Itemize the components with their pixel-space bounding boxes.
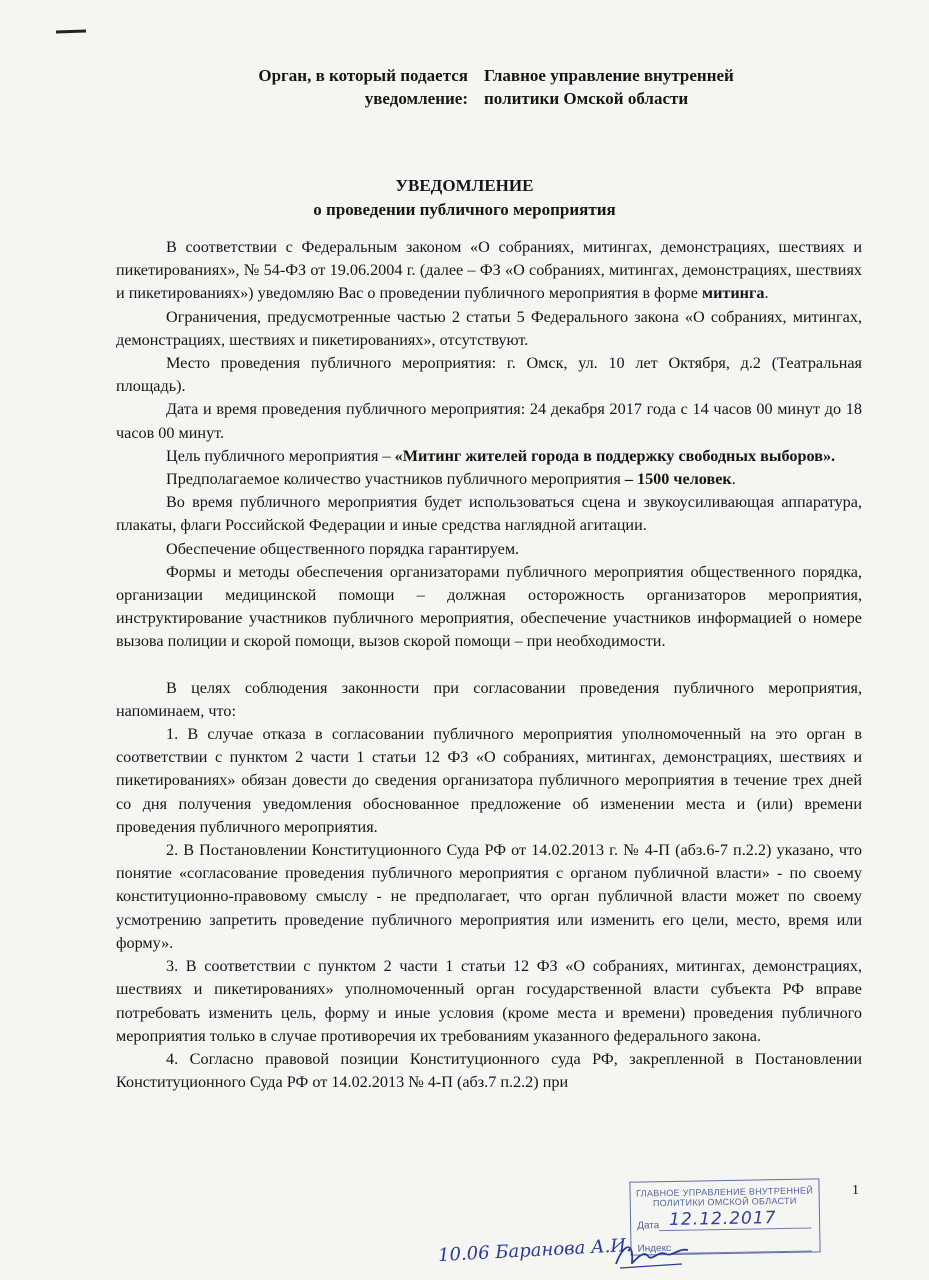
spacer	[116, 654, 862, 677]
addressee-value-2: политики Омской области	[484, 89, 689, 108]
paragraph: Цель публичного мероприятия – «Митинг жителей города в поддержку свободных выборов».	[166, 446, 836, 465]
signature-icon	[612, 1238, 692, 1274]
paragraph: 4. Согласно правовой позиции Конституционного суда РФ, закрепленной в Постановлении Конституционного Суда РФ от 14.02.2013 № 4-П (абз.7 п.2.2) при	[116, 1049, 862, 1092]
stamp-org-line-1: ГЛАВНОЕ УПРАВЛЕНИЕ ВНУТРЕННЕЙ	[635, 1185, 814, 1199]
paragraph: Ограничения, предусмотренные частью 2 статьи 5 Федерального закона «О собраниях, митингах, демонстрациях, шествиях и пикетированиях», отсутствуют.	[116, 307, 862, 349]
paragraph: 2. В Постановлении Конституционного Суда РФ от 14.02.2013 г. № 4-П (абз.6-7 п.2.2) указано, что понятие «согласование проведения публичного мероприятия с органом публичной власти» - по своему конституционно-правовому смыслу - не предполагает, что орган публичной власти может по своему усмотрению запретить проведение публичного мероприятия или изменить его цели, место, время или форму».	[116, 841, 862, 952]
stamp-date-label: Дата	[637, 1220, 660, 1232]
addressee-value-1: Главное управление внутренней	[484, 66, 734, 85]
document-body	[116, 236, 862, 1094]
paragraph: 3. В соответствии с пунктом 2 части 1 статьи 12 ФЗ «О собраниях, митингах, демонстрациях, шествиях и пикетированиях» уполномоченный орган государственной власти субъекта РФ вправе потребовать изменить цель, форму и иные условия (кроме места и времени) проведения публичного мероприятия только в случае противоречия их требованиям указанного федерального закона.	[116, 957, 862, 1045]
page-number: 1	[852, 1183, 859, 1198]
title-line-1: УВЕДОМЛЕНИЕ	[395, 176, 534, 195]
handwritten-note: 10.06 Баранова А.И.	[437, 1234, 633, 1267]
title-line-2: о проведении публичного мероприятия	[313, 200, 616, 219]
paragraph: Обеспечение общественного порядка гарантируем.	[166, 539, 520, 558]
paragraph: Место проведения публичного мероприятия: г. Омск, ул. 10 лет Октября, д.2 (Театральная площадь).	[116, 354, 862, 396]
paragraph: В целях соблюдения законности при согласовании проведения публичного мероприятия, напоминаем, что:	[116, 678, 862, 720]
stamp-date-value: 12.12.2017	[669, 1208, 777, 1230]
document-title	[0, 174, 929, 222]
scan-mark	[56, 29, 86, 33]
addressee-label-1: Орган, в который подается	[258, 66, 468, 85]
stamp-index-label: Индекс	[637, 1242, 672, 1255]
paragraph: Дата и время проведения публичного мероприятия: 24 декабря 2017 года с 14 часов 00 минут до 18 часов 00 минут.	[116, 400, 862, 442]
stamp-org-line-2: ПОЛИТИКИ ОМСКОЙ ОБЛАСТИ	[652, 1195, 797, 1209]
paragraph: Формы и методы обеспечения организаторами публичного мероприятия общественного порядка, организации медицинской помощи – должная осторожность организаторов мероприятия, инструктирование участников публичного мероприятия, обеспечение участников информацией о номере вызова полиции и скорой помощи, вызов скорой помощи – при необходимости.	[116, 562, 862, 651]
paragraph: Предполагаемое количество участников публичного мероприятия – 1500 человек.	[166, 470, 736, 489]
paragraph: 1. В случае отказа в согласовании публичного мероприятия уполномоченный на это орган в соответствии с пунктом 2 части 1 статьи 12 ФЗ «О собраниях, митингах, демонстрациях, шествиях и пикетированиях» обязан довести до сведения организатора публичного мероприятия в течение трех дней со дня получения уведомления обоснованное предложение об изменении места и (или) времени проведения публичного мероприятия.	[116, 725, 862, 836]
paragraph: В соответствии с Федеральным законом «О собраниях, митингах, демонстрациях, шествиях и пикетированиях», № 54-ФЗ от 19.06.2004 г. (далее – ФЗ «О собраниях, митингах, демонстрациях, шествиях и пикетированиях») уведомляю Вас о проведении публичного мероприятия в форме митинга.	[116, 238, 862, 303]
addressee-block	[250, 64, 814, 110]
paragraph: Во время публичного мероприятия будет использоваться сцена и звукоусиливающая аппаратура, плакаты, флаги Российской Федерации и иные средства наглядной агитации.	[116, 493, 862, 535]
addressee-label-2: уведомление:	[364, 89, 468, 108]
